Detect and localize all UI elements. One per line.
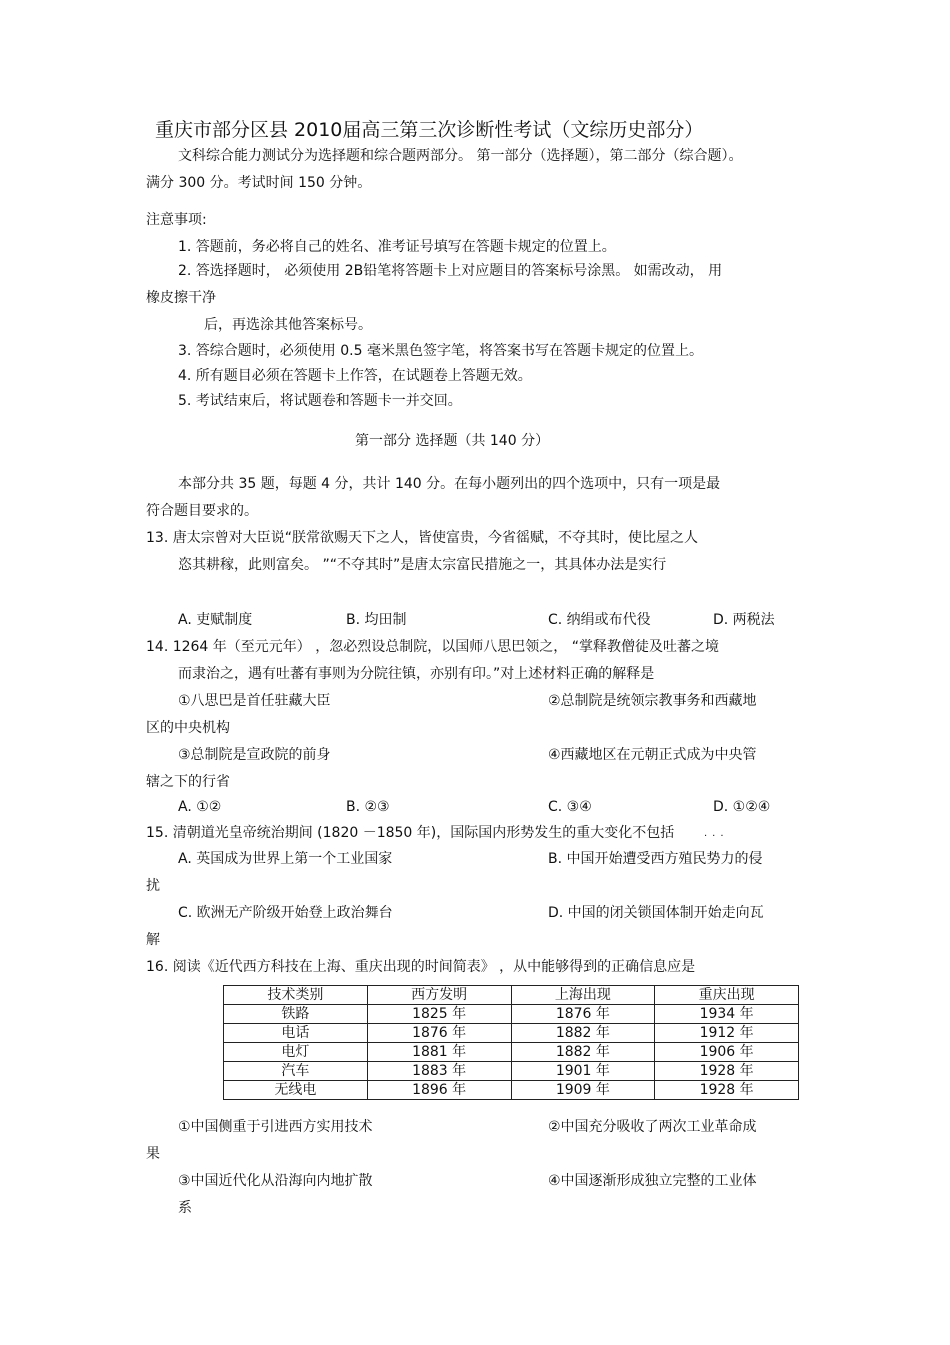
table-header-cell: 上海出现 [511,986,655,1005]
table-cell: 电灯 [224,1043,368,1062]
emphasis-dots: ... [704,828,729,839]
table-cell: 1896 年 [367,1081,511,1100]
note-2: 2. 答选择题时， 必须使用 2B铅笔将答题卡上对应题目的答案标号涂黑。 如需改动， 用 [178,263,723,279]
note-2-tail: 后，再选涂其他答案标号。 [204,317,372,333]
note-5: 5. 考试结束后，将试题卷和答题卡一并交回。 [178,393,462,409]
table-header-cell: 技术类别 [224,986,368,1005]
table-row [224,1024,799,1043]
question-14-option-b: B. ②③ [346,799,390,815]
question-16-statement-4: ④中国逐渐形成独立完整的工业体 [548,1173,757,1189]
question-14-option-a: A. ①② [178,799,222,815]
question-15-option-b-continued: 扰 [146,878,160,894]
note-3: 3. 答综合题时，必须使用 0.5 毫米黑色签字笔，将答案书写在答题卡规定的位置上。 [178,343,703,359]
question-14-stem-2: 而隶治之，遇有吐蕃有事则为分院往镇，亦别有印。”对上述材料正确的解释是 [178,666,655,682]
intro-line-2: 满分 300 分。考试时间 150 分钟。 [146,175,372,191]
table-header-row [224,986,799,1005]
question-15-stem: 15. 清朝道光皇帝统治期间 (1820 －1850 年)，国际国内形势发生的重大变化不包括 [146,825,675,841]
question-13-stem-1: 13. 唐太宗曾对大臣说“朕常欲赐天下之人，皆使富贵，今省徭赋，不夺其时，使比屋之人 [146,530,698,546]
part1-heading: 第一部分 选择题（共 140 分） [355,433,550,449]
table-row [224,1043,799,1062]
note-1: 1. 答题前，务必将自己的姓名、准考证号填写在答题卡规定的位置上。 [178,239,616,255]
question-15-option-a: A. 英国成为世界上第一个工业国家 [178,851,393,867]
table-cell: 1883 年 [367,1062,511,1081]
question-15-option-d: D. 中国的闭关锁国体制开始走向瓦 [548,905,764,921]
question-16-statement-3: ③中国近代化从沿海向内地扩散 [178,1173,373,1189]
table-cell: 1901 年 [511,1062,655,1081]
table-header-cell: 西方发明 [367,986,511,1005]
question-16-statement-2-continued: 果 [146,1146,160,1162]
question-14-option-d: D. ①②④ [713,799,771,815]
table-row [224,1081,799,1100]
question-13-stem-2: 恣其耕稼，此则富矣。 ”“不夺其时”是唐太宗富民措施之一，其具体办法是实行 [178,557,667,573]
part1-description-2: 符合题目要求的。 [146,503,258,519]
note-2-continued: 橡皮擦干净 [146,290,216,306]
question-14-statement-2-continued: 区的中央机构 [146,720,230,736]
question-13-option-b: B. 均田制 [346,612,407,628]
question-14-option-c: C. ③④ [548,799,592,815]
question-15-option-c: C. 欧洲无产阶级开始登上政治舞台 [178,905,393,921]
table-cell: 无线电 [224,1081,368,1100]
question-14-statement-3: ③总制院是宣政院的前身 [178,747,331,763]
table-cell: 铁路 [224,1005,368,1024]
table-cell: 1906 年 [655,1043,799,1062]
page-title: 重庆市部分区县 2010届高三第三次诊断性考试（文综历史部分） [155,119,704,141]
table-cell: 1928 年 [655,1062,799,1081]
intro-line-1: 文科综合能力测试分为选择题和综合题两部分。 第一部分（选择题），第二部分（综合题）。 [178,148,743,164]
note-4: 4. 所有题目必须在答题卡上作答，在试题卷上答题无效。 [178,368,532,384]
question-16-stem: 16. 阅读《近代西方科技在上海、重庆出现的时间简表》 ，从中能够得到的正确信息应是 [146,959,696,975]
technology-timeline-table [223,985,799,1100]
question-13-option-a: A. 吏赋制度 [178,612,253,628]
table-cell: 1928 年 [655,1081,799,1100]
question-13-option-d: D. 两税法 [713,612,775,628]
table-cell: 1825 年 [367,1005,511,1024]
table-cell: 电话 [224,1024,368,1043]
part1-description-1: 本部分共 35 题，每题 4 分，共计 140 分。在每小题列出的四个选项中，只有一项是最 [178,476,721,492]
table-header-cell: 重庆出现 [655,986,799,1005]
question-15-option-b: B. 中国开始遭受西方殖民势力的侵 [548,851,763,867]
table-cell: 1882 年 [511,1043,655,1062]
question-15-option-d-continued: 解 [146,932,160,948]
question-14-statement-2: ②总制院是统领宗教事务和西藏地 [548,693,757,709]
notes-heading: 注意事项: [146,212,207,228]
table-cell: 1876 年 [511,1005,655,1024]
question-14-statement-1: ①八思巴是首任驻藏大臣 [178,693,331,709]
question-14-stem-1: 14. 1264 年（至元元年） ，忽必烈设总制院，以国师八思巴领之， “掌释教僧徒及吐蕃之境 [146,639,719,655]
question-14-statement-4: ④西藏地区在元朝正式成为中央管 [548,747,757,763]
question-13-option-c: C. 纳绢或布代役 [548,612,651,628]
question-14-statement-4-continued: 辖之下的行省 [146,774,230,790]
table-cell: 1912 年 [655,1024,799,1043]
table-cell: 1881 年 [367,1043,511,1062]
table-row [224,1062,799,1081]
table-cell: 1876 年 [367,1024,511,1043]
question-16-statement-1: ①中国侧重于引进西方实用技术 [178,1119,373,1135]
table-cell: 1909 年 [511,1081,655,1100]
table-cell: 汽车 [224,1062,368,1081]
table-row [224,1005,799,1024]
table-cell: 1934 年 [655,1005,799,1024]
question-16-statement-2: ②中国充分吸收了两次工业革命成 [548,1119,757,1135]
question-16-statement-4-continued: 系 [178,1200,192,1216]
table-cell: 1882 年 [511,1024,655,1043]
